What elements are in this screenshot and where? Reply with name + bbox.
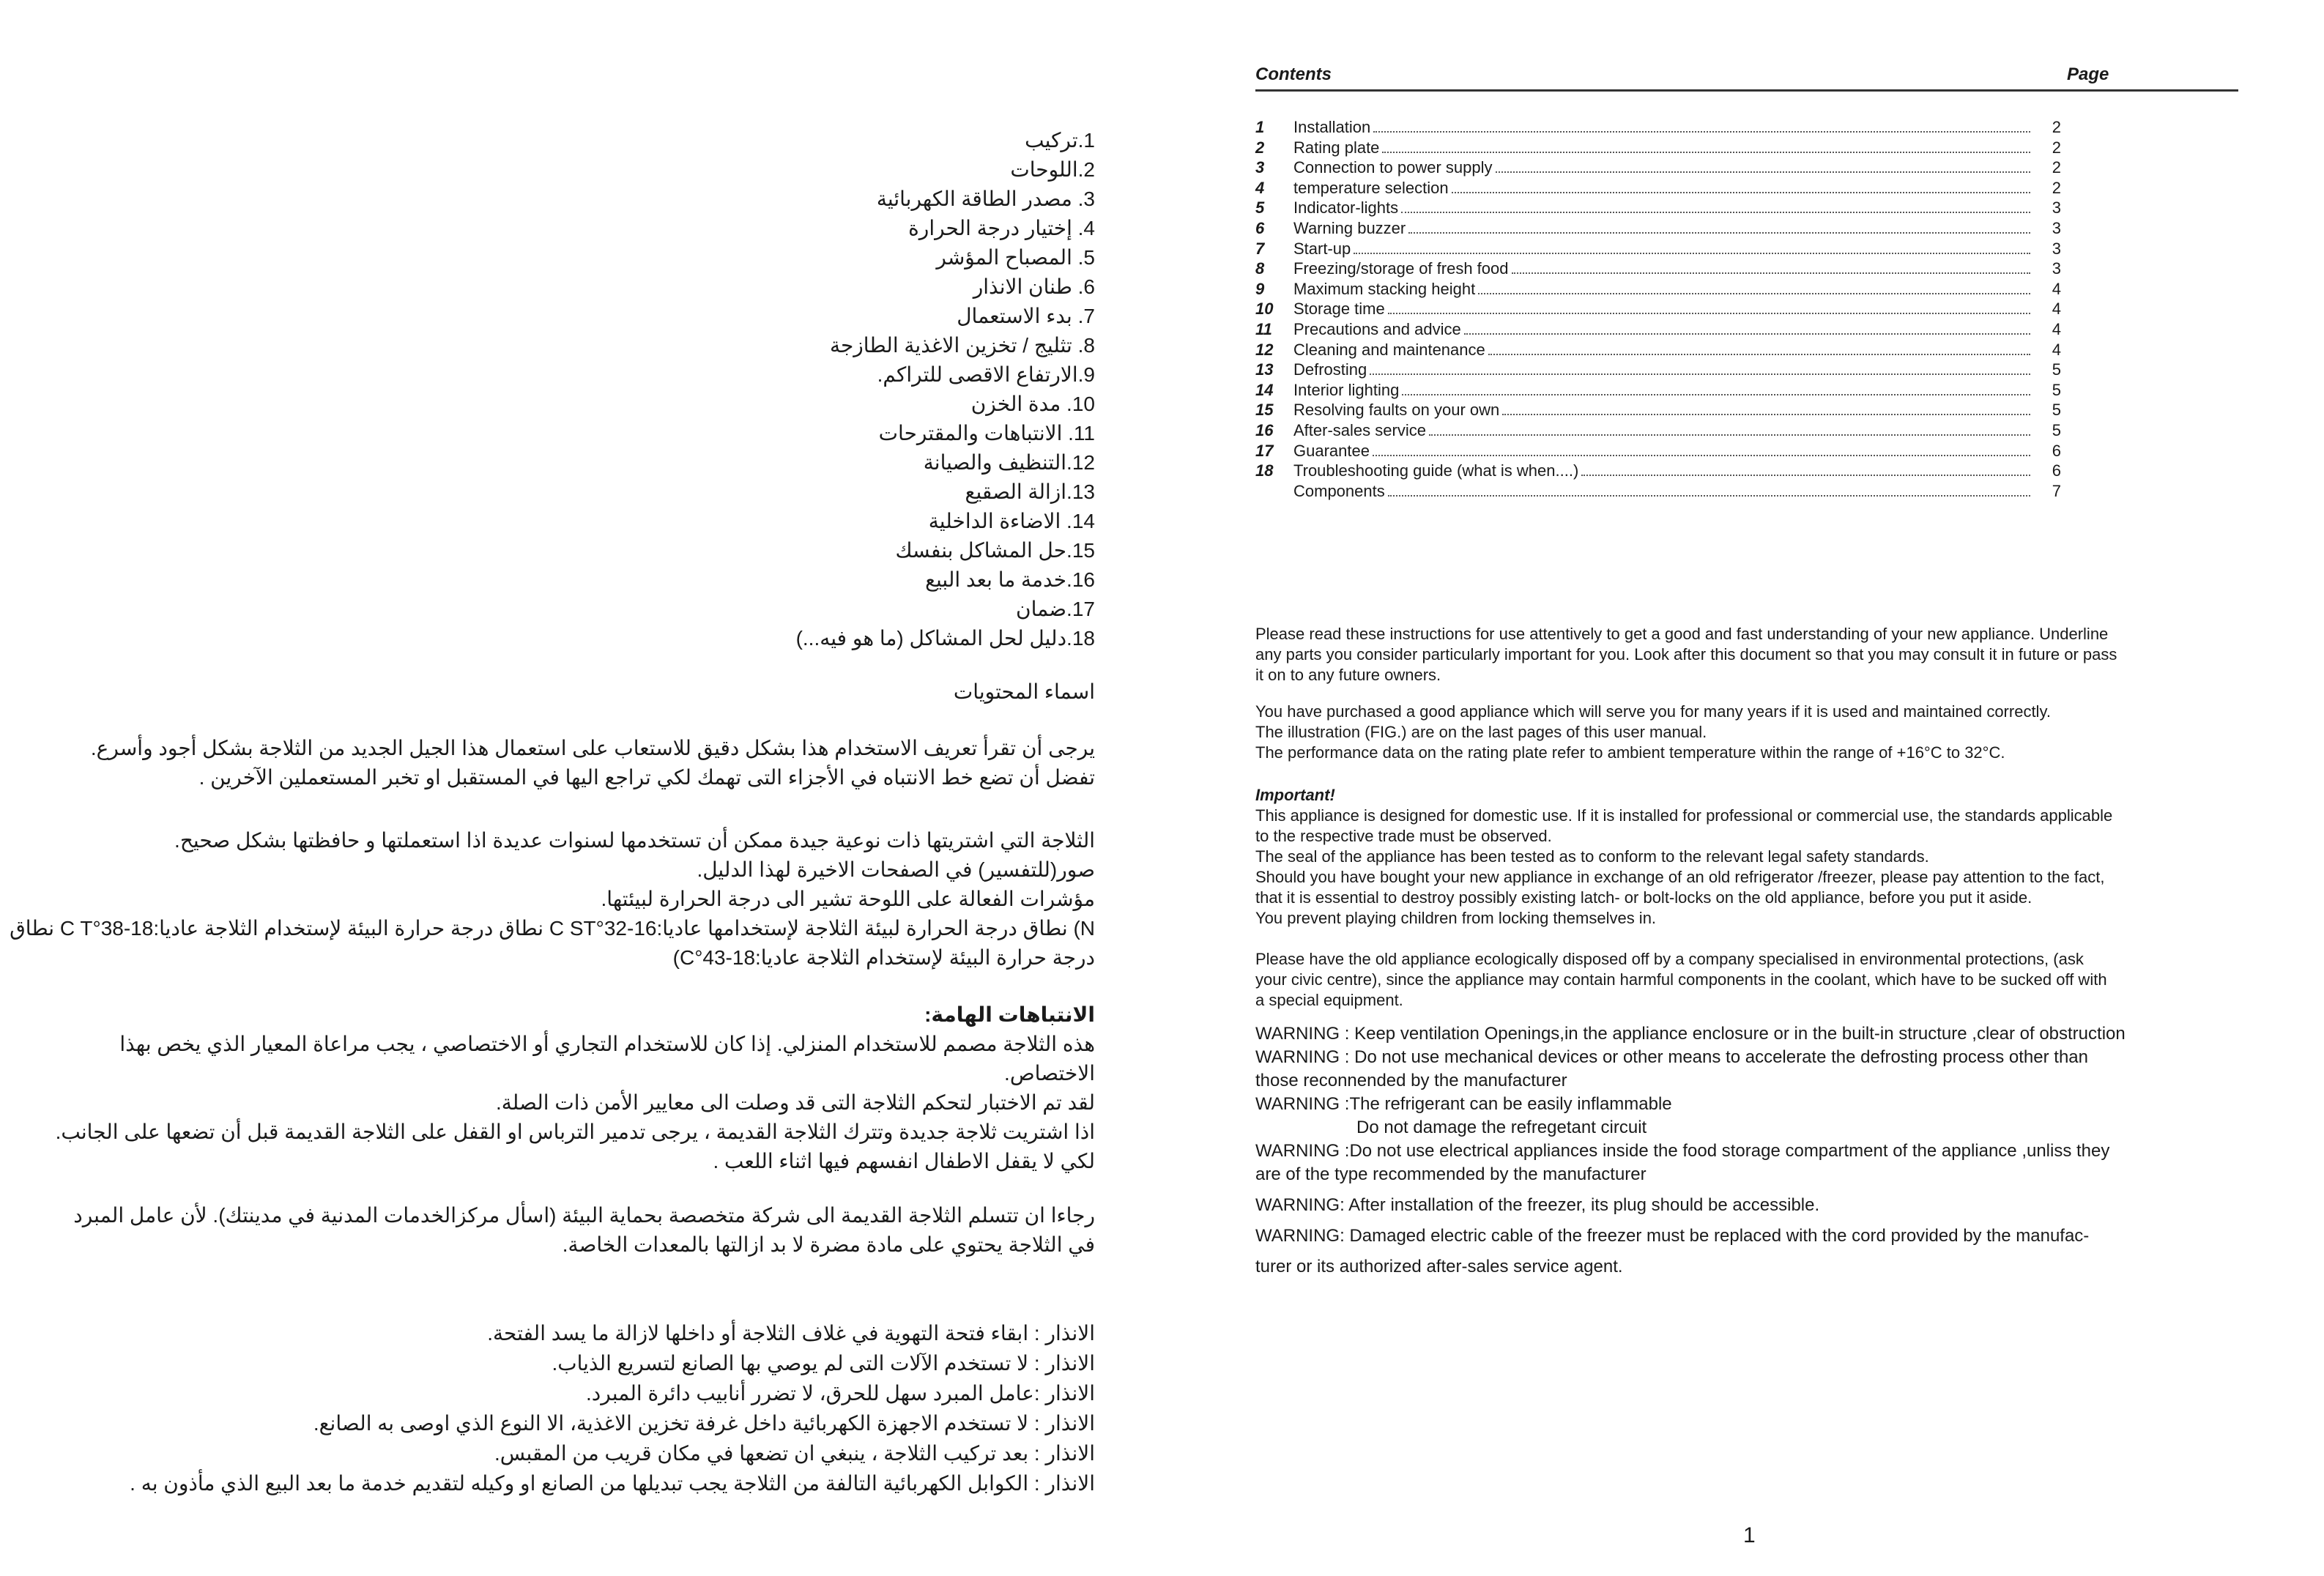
toc-page-number: 6 xyxy=(2052,461,2061,480)
toc-label: Defrosting xyxy=(1293,360,1367,379)
toc-leader-dots xyxy=(1408,232,2030,234)
toc-number: 14 xyxy=(1255,380,1274,399)
toc-leader-dots xyxy=(1581,475,2030,476)
toc-leader-dots xyxy=(1429,434,2030,436)
arabic-perf-line: مؤشرات الفعالة على اللوحة تشير الى درجة الحرارة لبيئتها. xyxy=(601,888,1095,910)
toc-page-number: 4 xyxy=(2052,300,2061,319)
toc-label: Precautions and advice xyxy=(1293,319,1461,338)
warning-line: WARNING : Do not use mechanical devices or other means to accelerate the defrosting process other than xyxy=(1255,1047,2088,1067)
warning-line: are of the type recommended by the manufacturer xyxy=(1255,1164,1647,1184)
toc-page-number: 5 xyxy=(2052,401,2061,420)
toc-number: 16 xyxy=(1255,420,1274,439)
paragraph-line: You have purchased a good appliance which will serve you for many years if it is used and maintained correctly. xyxy=(1255,702,2051,721)
paragraph-line: it on to any future owners. xyxy=(1255,666,1441,684)
read-instructions-paragraph xyxy=(1255,624,2237,685)
arabic-important-title: الانتباهات الهامة: xyxy=(924,1003,1095,1026)
toc-row xyxy=(1255,178,2061,198)
toc-row xyxy=(1255,239,2061,259)
toc-number: 15 xyxy=(1255,401,1274,420)
arabic-toc-item: 2.اللوحات xyxy=(1010,158,1095,181)
paragraph-line: Please have the old appliance ecologically disposed off by a company specialised in environmental protections, (ask xyxy=(1255,950,2084,968)
arabic-toc-item: 3. مصدر الطاقة الكهربائية xyxy=(876,187,1095,210)
toc-leader-dots xyxy=(1388,495,2030,497)
arabic-toc-item: 13.ازالة الصقيع xyxy=(965,480,1095,503)
arabic-warning-line: الانذار : لا تستخدم الاجهزة الكهربائية داخل غرفة تخزين الاغذية، الا النوع الذي اوصى به الصانع. xyxy=(313,1412,1095,1435)
toc-row xyxy=(1255,279,2061,300)
toc-leader-dots xyxy=(1512,272,2031,274)
toc-leader-dots xyxy=(1354,253,2030,254)
toc-label: Guarantee xyxy=(1293,441,1370,460)
toc-page-number: 3 xyxy=(2052,259,2061,278)
toc-row xyxy=(1255,400,2061,420)
contents-header xyxy=(1255,64,2238,92)
toc-label: Components xyxy=(1293,481,1385,500)
toc-leader-dots xyxy=(1388,313,2030,314)
toc-leader-dots xyxy=(1401,212,2030,213)
arabic-toc-item: 1.تركيب xyxy=(1025,129,1095,152)
toc-label: After-sales service xyxy=(1293,420,1426,439)
paragraph-line: The illustration (FIG.) are on the last pages of this user manual. xyxy=(1255,723,1707,741)
toc-row xyxy=(1255,340,2061,360)
toc-label: Freezing/storage of fresh food xyxy=(1293,259,1509,278)
toc-number: 18 xyxy=(1255,461,1274,480)
toc-number: 3 xyxy=(1255,158,1265,177)
contents-label: Contents xyxy=(1255,64,1332,84)
arabic-toc-item: 17.ضمان xyxy=(1016,598,1095,620)
arabic-important-line: اذا اشتريت ثلاجة جديدة وتترك الثلاجة القديمة ، يرجى تدمير الترباس او القفل على الثلاجة القديمة قبل أن تضعها على الجانب. xyxy=(55,1120,1095,1143)
arabic-toc-item: 4. إختيار درجة الحرارة xyxy=(908,217,1095,239)
toc-label: Resolving faults on your own xyxy=(1293,401,1500,420)
arabic-toc-heading: اسماء المحتويات xyxy=(953,680,1095,703)
toc-leader-dots xyxy=(1370,373,2030,375)
warning-line: WARNING: Damaged electric cable of the freezer must be replaced with the cord provided by the manufac- xyxy=(1255,1226,2090,1246)
toc-row xyxy=(1255,319,2061,340)
toc-row xyxy=(1255,157,2061,178)
arabic-important-line: لقد تم الاختبار لتحكم الثلاجة التى قد وصلت الى معايير الأمن ذات الصلة. xyxy=(495,1091,1095,1114)
toc-leader-dots xyxy=(1382,152,2030,153)
paragraph-line: Please read these instructions for use attentively to get a good and fast understanding of your new appliance. Underline xyxy=(1255,625,2109,643)
toc-row xyxy=(1255,420,2061,441)
toc-page-number: 2 xyxy=(2052,178,2061,197)
toc-label: Connection to power supply xyxy=(1293,158,1493,177)
arabic-toc-item: 10. مدة الخزن xyxy=(970,393,1095,415)
arabic-warnings-block xyxy=(55,1318,1095,1498)
page-number: 1 xyxy=(1743,1523,1756,1547)
arabic-toc-item: 8. تثليج / تخزين الاغذية الطازجة xyxy=(829,334,1095,357)
paragraph-line: The performance data on the rating plate refer to ambient temperature within the range of +16°C to 32°C. xyxy=(1255,743,2005,762)
toc-row xyxy=(1255,117,2061,138)
arabic-perf-line: درجة حرارة البيئة لإستخدام الثلاجة عاديا:18-43°C) xyxy=(672,946,1095,969)
disposal-paragraph xyxy=(1255,949,2237,1011)
warning-line: WARNING :Do not use electrical appliances inside the food storage compartment of the appliance ,unliss they xyxy=(1255,1141,2110,1161)
arabic-toc-item: 7. بدء الاستعمال xyxy=(957,305,1095,327)
arabic-warning-line: الانذار : لا تستخدم الآلات التى لم يوصي بها الصانع لتسريع الذياب. xyxy=(552,1352,1095,1375)
english-page xyxy=(1245,0,2241,1576)
important-title: Important! xyxy=(1255,786,1335,804)
warning-line: WARNING :The refrigerant can be easily inflammable xyxy=(1255,1094,1672,1114)
toc-page-number: 4 xyxy=(2052,279,2061,298)
arabic-toc-item: 6. طنان الانذار xyxy=(973,275,1095,298)
toc-list xyxy=(1255,117,2061,501)
arabic-warning-line: الانذار : بعد تركيب الثلاجة ، ينبغي ان تضعها في مكان قريب من المقبس. xyxy=(494,1442,1095,1465)
toc-leader-dots xyxy=(1452,192,2030,193)
arabic-perf-line: N) نطاق درجة الحرارة لبيئة الثلاجة لإستخدامها عاديا:16-32°C ST نطاق درجة حرارة البيئة لإستخدام الثلاجة عاديا:18-38°C T نطاق xyxy=(10,917,1095,940)
arabic-perf-line: الثلاجة التي اشتريتها ذات نوعية جيدة ممكن أن تستخدمها لسنوات عديدة اذا استعملتها و حافظتها بشكل صحيح. xyxy=(174,829,1095,852)
toc-page-number: 3 xyxy=(2052,239,2061,258)
toc-row xyxy=(1255,259,2061,279)
arabic-performance-block xyxy=(10,826,1095,973)
toc-label: temperature selection xyxy=(1293,178,1449,197)
arabic-toc-item: 12.التنظيف والصيانة xyxy=(923,451,1095,474)
arabic-toc-item: 14. الاضاءة الداخلية xyxy=(928,510,1095,532)
warning-line: those reconnended by the manufacturer xyxy=(1255,1071,1567,1090)
page-label: Page xyxy=(2067,64,2109,84)
important-block xyxy=(1255,785,2237,929)
toc-page-number: 5 xyxy=(2052,420,2061,439)
paragraph-line: Should you have bought your new appliance in exchange of an old refrigerator /freezer, please pay attention to the fact, xyxy=(1255,868,2105,886)
toc-label: Indicator-lights xyxy=(1293,198,1399,218)
toc-number: 12 xyxy=(1255,340,1274,359)
toc-label: Interior lighting xyxy=(1293,380,1400,399)
toc-page-number: 2 xyxy=(2052,138,2061,157)
toc-leader-dots xyxy=(1373,455,2030,456)
toc-row xyxy=(1255,198,2061,218)
toc-page-number: 3 xyxy=(2052,218,2061,237)
toc-leader-dots xyxy=(1478,293,2030,294)
toc-leader-dots xyxy=(1402,394,2030,395)
arabic-important-block xyxy=(55,1000,1095,1176)
toc-row xyxy=(1255,461,2061,481)
toc-page-number: 2 xyxy=(2052,118,2061,136)
toc-row xyxy=(1255,360,2061,380)
arabic-important-line: لكي لا يقفل الاطفال انفسهم فيها اثناء اللعب . xyxy=(713,1150,1095,1172)
paragraph-line: any parts you consider particularly important for you. Look after this document so that you may consult it in future or pass xyxy=(1255,645,2117,664)
toc-leader-dots xyxy=(1373,131,2030,133)
arabic-important-line: هذه الثلاجة مصمم للاستخدام المنزلي. إذا كان للاستخدام التجاري أو الاختصاصي ، يجب مراعاة المعيار الذي يخص بهذا الاختصاص. xyxy=(119,1033,1095,1085)
toc-leader-dots xyxy=(1464,333,2030,335)
toc-row xyxy=(1255,218,2061,239)
toc-label: Installation xyxy=(1293,118,1371,136)
toc-row xyxy=(1255,138,2061,158)
toc-number: 7 xyxy=(1255,239,1265,258)
arabic-toc-item: 16.خدمة ما بعد البيع xyxy=(925,568,1095,591)
warning-line: WARNING: After installation of the freezer, its plug should be accessible. xyxy=(1255,1195,1820,1215)
arabic-toc-item: 5. المصباح المؤشر xyxy=(936,246,1095,269)
toc-number: 13 xyxy=(1255,360,1274,379)
toc-label: Cleaning and maintenance xyxy=(1293,340,1485,359)
toc-number: 9 xyxy=(1255,279,1265,298)
toc-leader-dots xyxy=(1496,171,2031,173)
toc-label: Maximum stacking height xyxy=(1293,279,1476,298)
paragraph-line: This appliance is designed for domestic use. If it is installed for professional or commercial use, the standards applicable xyxy=(1255,806,2113,825)
toc-page-number: 5 xyxy=(2052,360,2061,379)
paragraph-line: The seal of the appliance has been tested as to conform to the relevant legal safety standards. xyxy=(1255,847,1929,866)
arabic-toc-list xyxy=(729,126,1095,653)
arabic-warning-line: الانذار :عامل المبرد سهل للحرق، لا تضرر أنابيب دائرة المبرد. xyxy=(586,1382,1095,1405)
toc-number: 5 xyxy=(1255,198,1265,218)
toc-row xyxy=(1255,481,2061,502)
toc-leader-dots xyxy=(1488,354,2030,355)
toc-number: 2 xyxy=(1255,138,1265,157)
toc-row xyxy=(1255,380,2061,401)
arabic-page xyxy=(0,0,1143,1576)
paragraph-line: a special equipment. xyxy=(1255,991,1403,1009)
toc-number: 10 xyxy=(1255,300,1274,319)
toc-row xyxy=(1255,299,2061,319)
toc-page-number: 2 xyxy=(2052,158,2061,177)
toc-page-number: 4 xyxy=(2052,340,2061,359)
paragraph-line: that it is essential to destroy possibly existing latch- or bolt-locks on the old appliance, before you put it aside. xyxy=(1255,888,2032,907)
warning-line: Do not damage the refregetant circuit xyxy=(1356,1118,1647,1137)
toc-number: 8 xyxy=(1255,259,1265,278)
toc-label: Start-up xyxy=(1293,239,1351,258)
toc-number: 4 xyxy=(1255,178,1265,197)
paragraph-line: You prevent playing children from locking themselves in. xyxy=(1255,909,1657,927)
toc-row xyxy=(1255,441,2061,461)
toc-number: 17 xyxy=(1255,441,1274,460)
paragraph-line: your civic centre), since the appliance may contain harmful components in the coolant, which have to be sucked off with xyxy=(1255,970,2107,989)
toc-label: Storage time xyxy=(1293,300,1385,319)
toc-page-number: 4 xyxy=(2052,319,2061,338)
toc-number: 1 xyxy=(1255,118,1265,136)
arabic-toc-item: 9.الارتفاع الاقصى للتراكم. xyxy=(877,363,1095,386)
toc-label: Warning buzzer xyxy=(1293,218,1406,237)
arabic-toc-item: 18.دليل لحل المشاكل (ما هو فيه...) xyxy=(795,627,1095,650)
toc-number: 6 xyxy=(1255,218,1265,237)
arabic-toc-item: 11. الانتباهات والمقترحات xyxy=(878,422,1095,445)
toc-page-number: 6 xyxy=(2052,441,2061,460)
warning-line: WARNING : Keep ventilation Openings,in the appliance enclosure or in the built-in structure ,clear of obstruction xyxy=(1255,1024,2126,1044)
arabic-warning-line: الانذار : ابقاء فتحة التهوية في غلاف الثلاجة أو داخلها لازالة ما يسد الفتحة. xyxy=(487,1322,1095,1345)
toc-number: 11 xyxy=(1255,319,1272,338)
purchase-paragraph xyxy=(1255,702,2237,763)
warnings-block xyxy=(1255,1022,2237,1279)
arabic-toc-item: 15.حل المشاكل بنفسك xyxy=(895,539,1095,562)
toc-leader-dots xyxy=(1502,414,2030,415)
arabic-perf-line: صور(للتفسير) في الصفحات الاخيرة لهذا الدليل. xyxy=(697,858,1095,881)
arabic-disposal-paragraph: رجاءا ان تتسلم الثلاجة القديمة الى شركة متخصصة بحماية البيئة (اسأل مركزالخدمات المدنية في مدينتك). لأن عامل المبرد في الثلاجة يحتوي على مادة مضرة لا بد ازالتها بالمعدات الخاصة. xyxy=(73,1204,1095,1256)
toc-page-number: 3 xyxy=(2052,198,2061,218)
toc-page-number: 7 xyxy=(2052,481,2061,500)
toc-label: Rating plate xyxy=(1293,138,1380,157)
arabic-intro-paragraph: يرجى أن تقرأ تعريف الاستخدام هذا بشكل دقيق للاستعاب على استعمال هذا الجيل الجديد من الثلاجة بشكل أجود وأسرع. تفضل أن تضع خط الانتباه في الأجزاء التى تهمك لكي تراجع اليها في المستقبل او تخبر المستعملين الآخرين . xyxy=(90,737,1095,789)
paragraph-line: to the respective trade must be observed. xyxy=(1255,827,1552,845)
warning-line: turer or its authorized after-sales service agent. xyxy=(1255,1257,1623,1276)
toc-label: Troubleshooting guide (what is when....) xyxy=(1293,461,1579,480)
toc-page-number: 5 xyxy=(2052,380,2061,399)
arabic-warning-line: الانذار : الكوابل الكهربائية التالفة من الثلاجة يجب تبديلها من الصانع او وكيله لتقديم خدمة ما بعد البيع الذي مأذون به . xyxy=(130,1472,1095,1495)
